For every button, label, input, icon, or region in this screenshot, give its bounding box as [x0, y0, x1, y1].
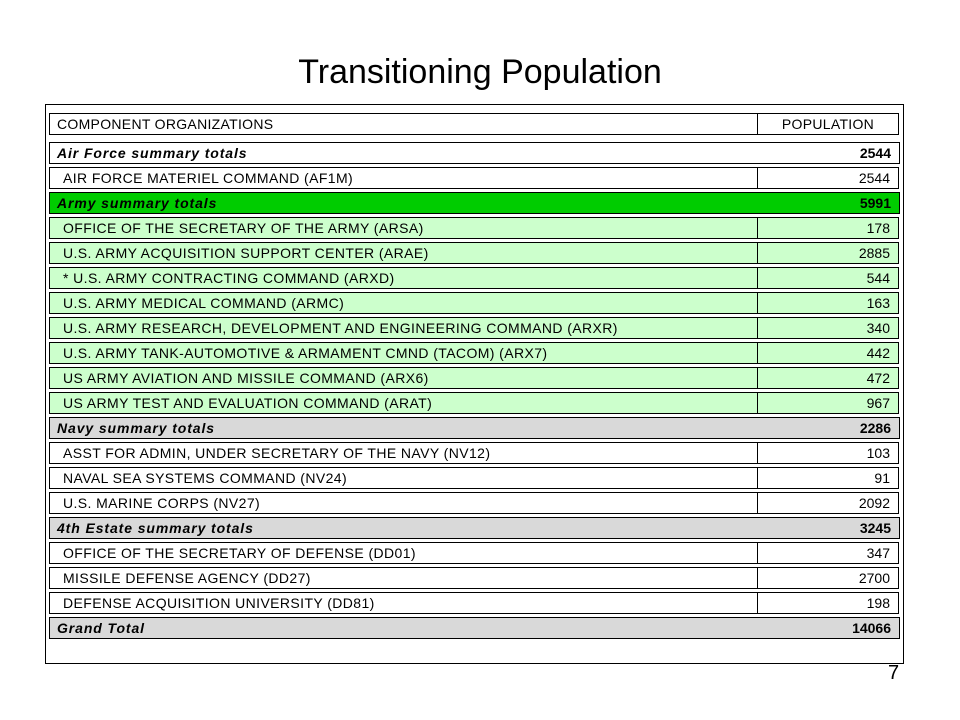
summary-row [49, 517, 900, 539]
table-row [49, 267, 900, 289]
organization-cell: U.S. ARMY RESEARCH, DEVELOPMENT AND ENGINEERING COMMAND (ARXR) [49, 317, 758, 339]
organization-cell: NAVAL SEA SYSTEMS COMMAND (NV24) [49, 467, 758, 489]
organization-cell: Grand Total [49, 617, 758, 639]
organization-cell: * U.S. ARMY CONTRACTING COMMAND (ARXD) [49, 267, 758, 289]
population-cell: 2092 [757, 492, 899, 514]
column-header-organizations: COMPONENT ORGANIZATIONS [49, 113, 758, 135]
population-cell: 2544 [758, 142, 900, 164]
table-row [49, 242, 900, 264]
table-row [49, 342, 900, 364]
population-cell: 14066 [758, 617, 900, 639]
organization-cell: Air Force summary totals [49, 142, 758, 164]
organization-cell: U.S. ARMY MEDICAL COMMAND (ARMC) [49, 292, 758, 314]
population-cell: 178 [757, 217, 899, 239]
table-header-row [49, 113, 900, 135]
table-row [49, 492, 900, 514]
organization-cell: U.S. ARMY TANK-AUTOMOTIVE & ARMAMENT CMND (TACOM) (ARX7) [49, 342, 758, 364]
population-cell: 198 [757, 592, 899, 614]
population-cell: 91 [757, 467, 899, 489]
column-header-population: POPULATION [757, 113, 899, 135]
table-row [49, 392, 900, 414]
population-cell: 544 [757, 267, 899, 289]
population-cell: 2544 [757, 167, 899, 189]
table-row [49, 542, 900, 564]
population-cell: 340 [757, 317, 899, 339]
summary-row [49, 142, 900, 164]
summary-row [49, 417, 900, 439]
organization-cell: Army summary totals [49, 192, 758, 214]
summary-row [49, 617, 900, 639]
organization-cell: OFFICE OF THE SECRETARY OF DEFENSE (DD01) [49, 542, 758, 564]
population-cell: 347 [757, 542, 899, 564]
population-cell: 3245 [758, 517, 900, 539]
table-row [49, 167, 900, 189]
table-row [49, 592, 900, 614]
organization-cell: OFFICE OF THE SECRETARY OF THE ARMY (ARSA) [49, 217, 758, 239]
population-cell: 967 [757, 392, 899, 414]
table-row [49, 442, 900, 464]
organization-cell: U.S. ARMY ACQUISITION SUPPORT CENTER (ARAE) [49, 242, 758, 264]
population-cell: 472 [757, 367, 899, 389]
population-cell: 163 [757, 292, 899, 314]
table-row [49, 292, 900, 314]
population-cell: 442 [757, 342, 899, 364]
page-number: 7 [888, 662, 900, 684]
organization-cell: 4th Estate summary totals [49, 517, 758, 539]
organization-cell: U.S. MARINE CORPS (NV27) [49, 492, 758, 514]
organization-cell: US ARMY TEST AND EVALUATION COMMAND (ARAT) [49, 392, 758, 414]
table-row [49, 217, 900, 239]
organization-cell: Navy summary totals [49, 417, 758, 439]
organization-cell: AIR FORCE MATERIEL COMMAND (AF1M) [49, 167, 758, 189]
population-cell: 2286 [758, 417, 900, 439]
population-cell: 2885 [757, 242, 899, 264]
population-table [45, 104, 904, 664]
population-cell: 5991 [758, 192, 900, 214]
table-row [49, 467, 900, 489]
table-row [49, 317, 900, 339]
table-row [49, 367, 900, 389]
page-title: Transitioning Population [298, 53, 662, 91]
organization-cell: DEFENSE ACQUISITION UNIVERSITY (DD81) [49, 592, 758, 614]
organization-cell: ASST FOR ADMIN, UNDER SECRETARY OF THE NAVY (NV12) [49, 442, 758, 464]
summary-row [49, 192, 900, 214]
organization-cell: MISSILE DEFENSE AGENCY (DD27) [49, 567, 758, 589]
population-cell: 103 [757, 442, 899, 464]
table-row [49, 567, 900, 589]
population-cell: 2700 [757, 567, 899, 589]
organization-cell: US ARMY AVIATION AND MISSILE COMMAND (ARX6) [49, 367, 758, 389]
